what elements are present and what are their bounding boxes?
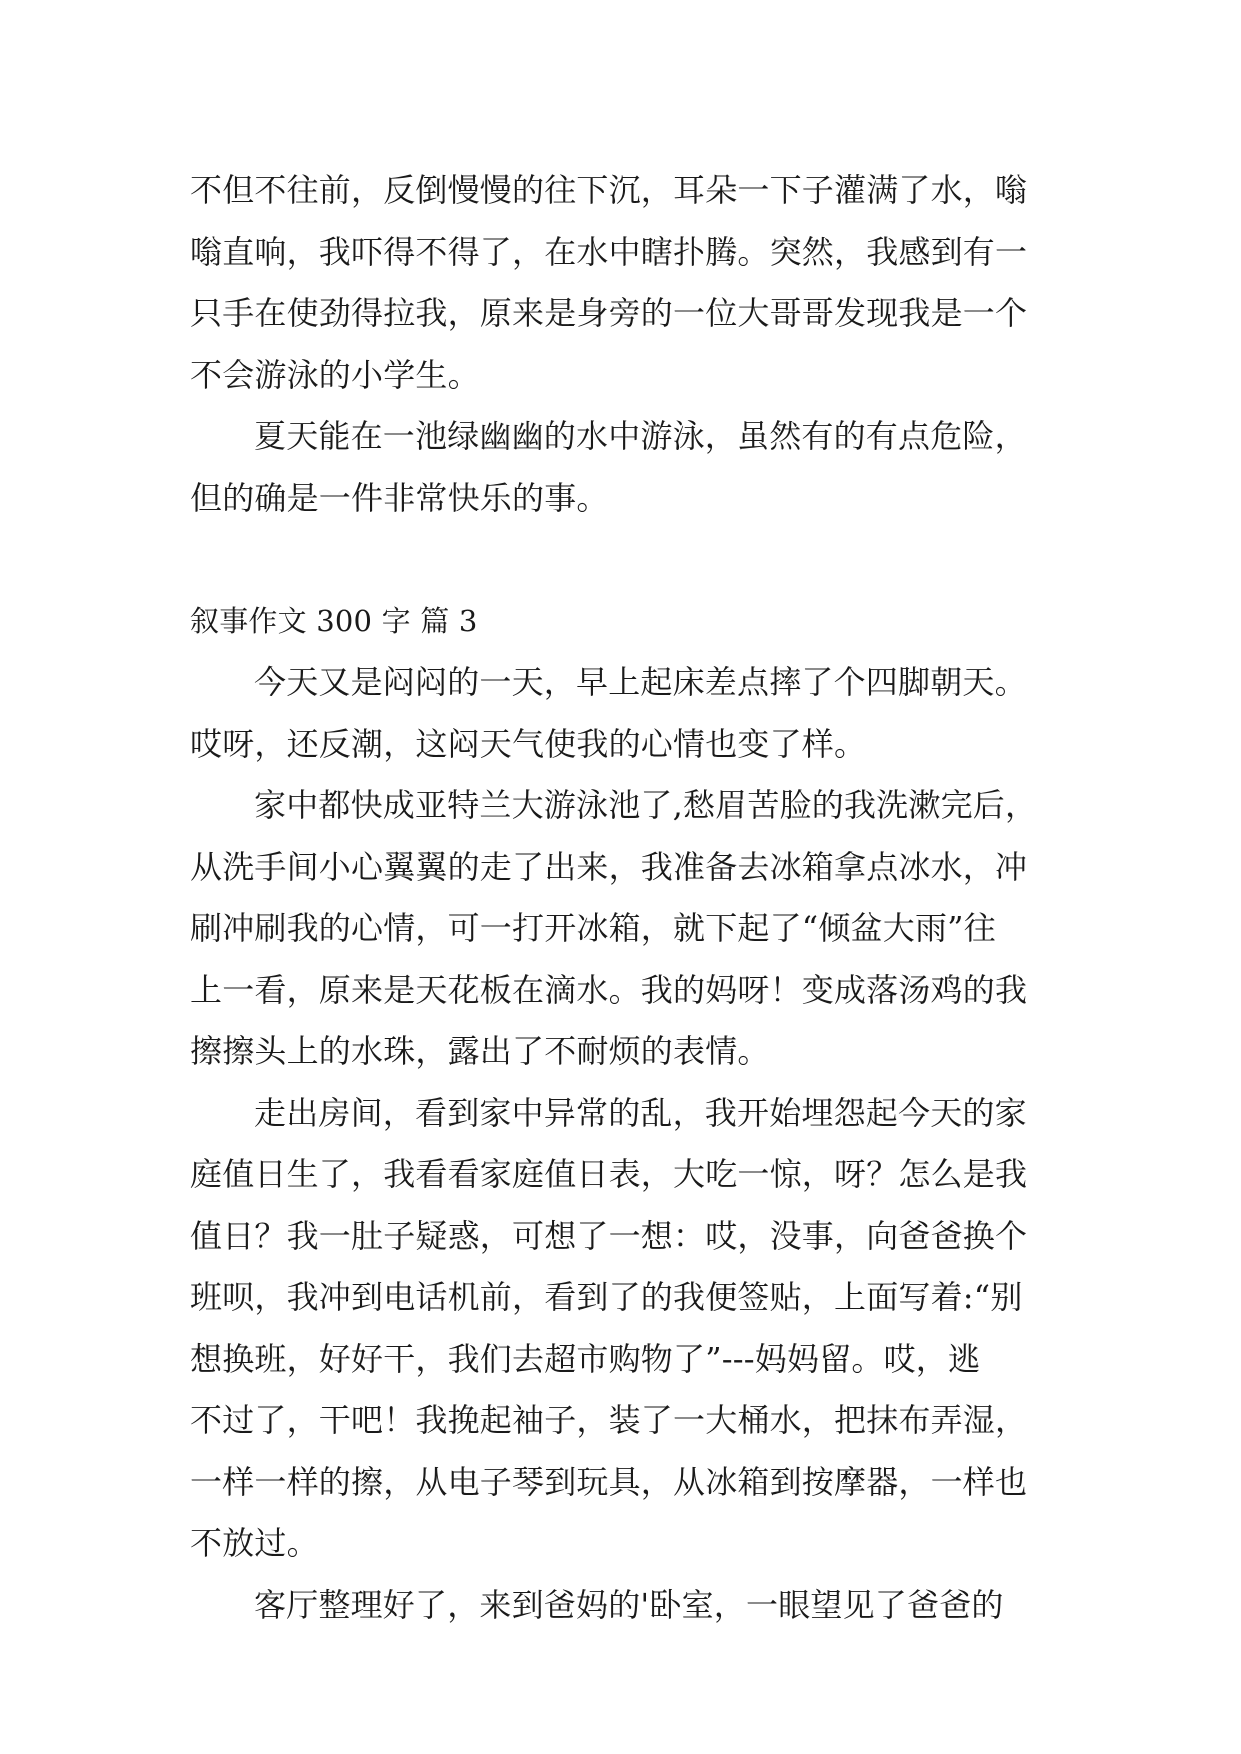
paragraph: [190, 160, 1060, 406]
text-line: 夏天能在一池绿幽幽的水中游泳，虽然有的有点危险，: [254, 417, 1027, 455]
text-line: 走出房间，看到家中异常的乱，我开始埋怨起今天的家: [254, 1093, 1027, 1132]
text-line: 从洗手间小心翼翼的走了出来，我准备去冰箱拿点冰水，冲: [190, 847, 1028, 886]
section-spacer: [190, 529, 1060, 591]
paragraph: [190, 775, 1060, 1083]
text-line: 不放过。: [190, 1524, 319, 1562]
section-heading: 叙事作文 300 字 篇 3: [190, 603, 478, 638]
text-line: 嗡直响，我吓得不得了，在水中瞎扑腾。突然，我感到有一: [190, 232, 1028, 271]
text-line: 擦擦头上的水珠，露出了不耐烦的表情。: [190, 1032, 770, 1070]
text-line: 上一看，原来是天花板在滴水。我的妈呀！变成落汤鸡的我: [190, 970, 1028, 1009]
text-line: 只手在使劲得拉我，原来是身旁的一位大哥哥发现我是一个: [190, 294, 1028, 332]
text-line: 不过了，干吧！我挽起袖子，装了一大桶水，把抹布弄湿，: [190, 1401, 1028, 1439]
paragraph: [190, 652, 1060, 775]
text-line: 但的确是一件非常快乐的事。: [190, 478, 609, 517]
text-line: 值日？我一肚子疑惑，可想了一想：哎，没事，向爸爸换个: [190, 1216, 1028, 1255]
text-line: 家中都快成亚特兰大游泳池了,愁眉苦脸的我洗漱完后，: [254, 786, 1038, 824]
text-line: 不但不往前，反倒慢慢的往下沉，耳朵一下子灌满了水，嗡: [190, 171, 1028, 209]
text-line: 想换班，好好干，我们去超市购物了”---妈妈留。哎，逃: [190, 1339, 981, 1378]
text-line: 班呗，我冲到电话机前，看到了的我便签贴，上面写着:“别: [190, 1278, 1023, 1316]
text-line: 刷冲刷我的心情，可一打开冰箱，就下起了“倾盆大雨”往: [190, 909, 996, 947]
document-page: [190, 160, 1060, 1636]
text-line: 庭值日生了，我看看家庭值日表，大吃一惊，呀？怎么是我: [190, 1155, 1028, 1193]
paragraph: [190, 406, 1060, 529]
text-line: 哎呀，还反潮，这闷天气使我的心情也变了样。: [190, 724, 867, 763]
paragraph: [190, 1083, 1060, 1575]
text-line: 不会游泳的小学生。: [190, 355, 480, 394]
text-line: 客厅整理好了，来到爸妈的'卧室，一眼望见了爸爸的: [254, 1585, 1004, 1624]
text-line: 一样一样的擦，从电子琴到玩具，从冰箱到按摩器，一样也: [190, 1462, 1028, 1501]
text-line: 今天又是闷闷的一天，早上起床差点摔了个四脚朝天。: [254, 663, 1027, 701]
paragraph: [190, 1575, 1060, 1637]
